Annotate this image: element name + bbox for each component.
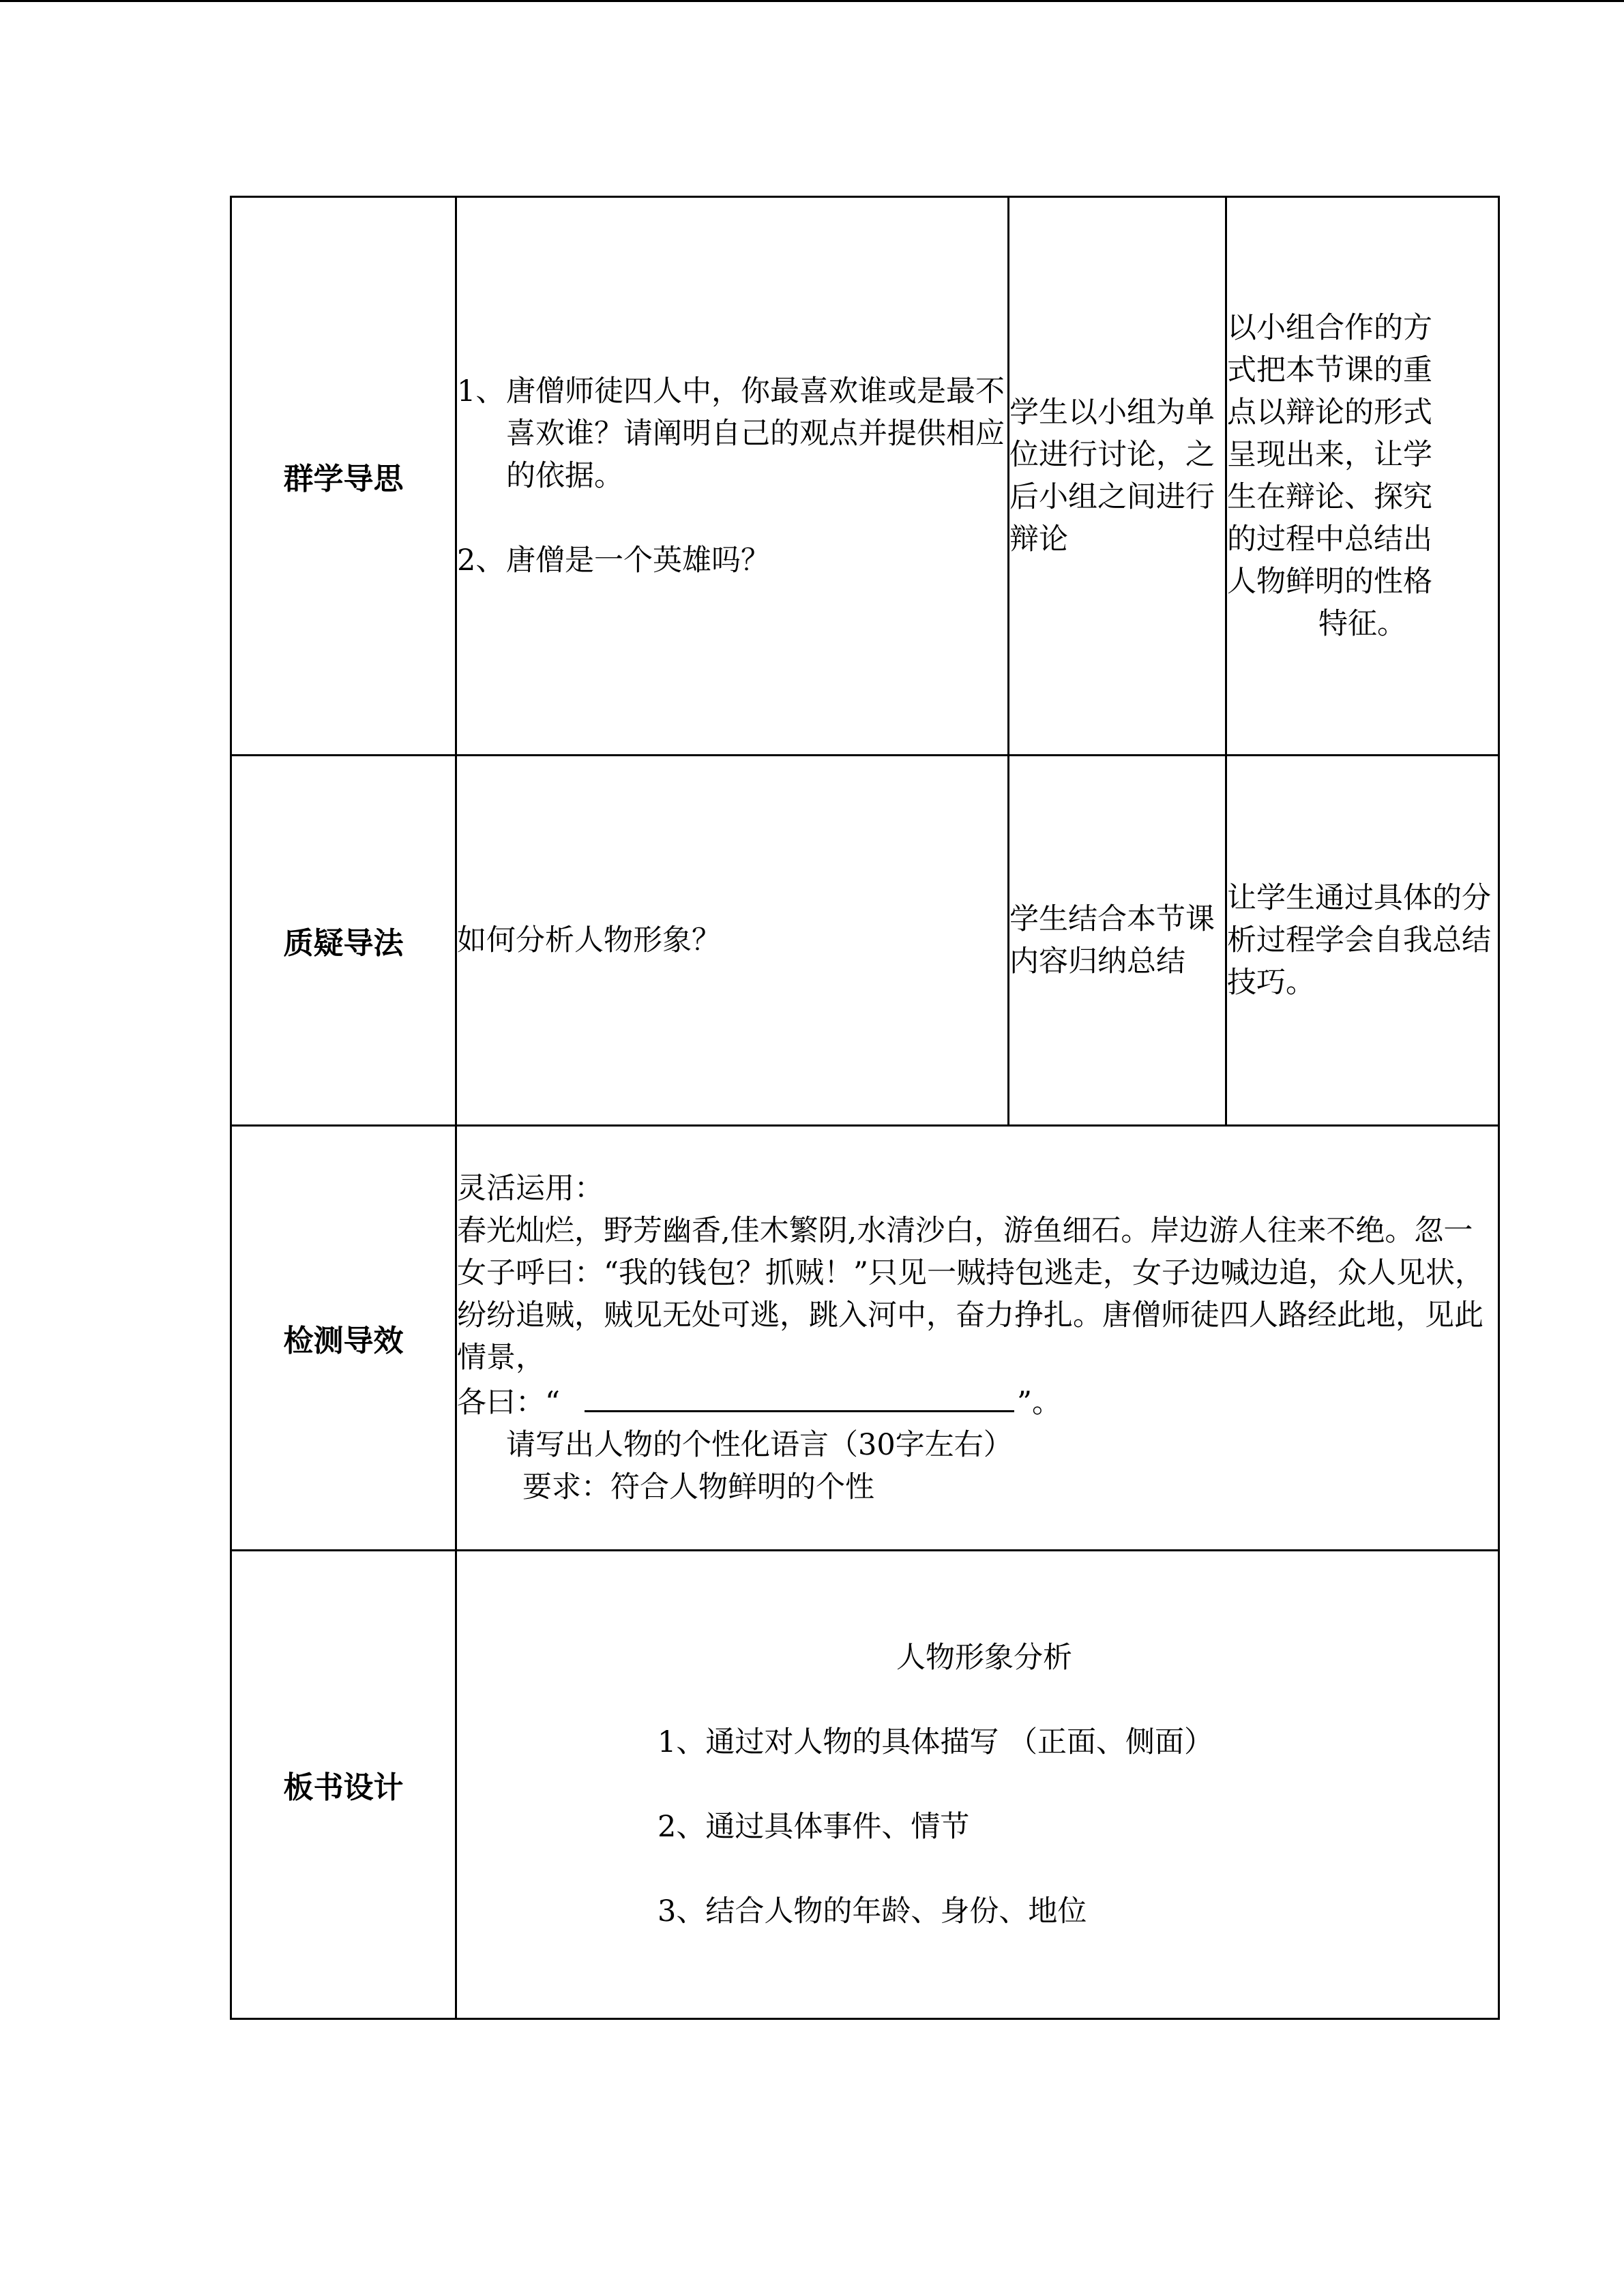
answer-suffix: ”。 <box>1016 1386 1061 1420</box>
design-intent-line: 的过程中总结出 <box>1227 522 1432 556</box>
design-intent-line: 特征。 <box>1318 607 1406 641</box>
board-design-cell <box>456 1551 1499 2019</box>
board-item: 2、通过具体事件、情节 <box>658 1810 970 1844</box>
student-activity: 学生以小组为单位进行讨论，之后小组之间进行辩论 <box>1009 197 1226 756</box>
board-item: 1、通过对人物的具体描写 （正面、侧面） <box>658 1725 1214 1759</box>
answer-line <box>457 1379 1498 1424</box>
design-intent-line: 式把本节课的重 <box>1227 353 1432 387</box>
question-item <box>457 370 1007 497</box>
lesson-plan-table <box>230 196 1500 2020</box>
table-row-board-design <box>231 1551 1499 2019</box>
row-label: 检测导效 <box>231 1126 456 1551</box>
question-cell <box>456 197 1009 756</box>
exercise-task: 请写出人物的个性化语言（30字左右） <box>506 1428 1013 1462</box>
exercise-passage: 春光灿烂，野芳幽香,佳木繁阴,水清沙白，游鱼细石。岸边游人往来不绝。忽一女子呼曰：“我的钱包？抓贼！”只见一贼持包逃走，女子边喊边追，众人见状，纷纷追贼，贼见无处可逃，跳入河中，奋力挣扎。唐僧师徒四人路经此地，见此情景， <box>457 1214 1484 1375</box>
design-intent <box>1226 197 1499 756</box>
question-text: 唐僧是一个英雄吗？ <box>506 543 770 578</box>
exercise-heading: 灵活运用： <box>457 1172 604 1206</box>
exercise-requirement: 要求：符合人物鲜明的个性 <box>522 1470 874 1504</box>
board-title: 人物形象分析 <box>896 1641 1072 1675</box>
student-activity: 学生结合本节课内容归纳总结 <box>1009 756 1226 1126</box>
answer-blank <box>585 1379 1014 1412</box>
design-intent-line: 呈现出来，让学 <box>1227 438 1432 472</box>
table-row-assessment <box>231 1126 1499 1551</box>
design-intent-line: 点以辩论的形式 <box>1227 396 1432 430</box>
question-number: 2、 <box>457 543 505 578</box>
design-intent-line: 人物鲜明的性格 <box>1227 565 1432 599</box>
design-intent: 让学生通过具体的分析过程学会自我总结技巧。 <box>1226 756 1499 1126</box>
table-row-group-study <box>231 197 1499 756</box>
row-label: 板书设计 <box>231 1551 456 2019</box>
answer-prefix: 各曰：“ <box>457 1386 560 1420</box>
question-item <box>457 539 1007 582</box>
top-border-line <box>0 0 1624 2</box>
row-label: 群学导思 <box>231 197 456 756</box>
row-label: 质疑导法 <box>231 756 456 1126</box>
question-text: 唐僧师徒四人中，你最喜欢谁或是最不喜欢谁？请阐明自己的观点并提供相应的依据。 <box>506 374 1005 493</box>
question-number: 1、 <box>457 374 505 408</box>
design-intent-line: 生在辩论、探究 <box>1227 480 1432 514</box>
table-row-questioning <box>231 756 1499 1126</box>
board-item: 3、结合人物的年龄、身份、地位 <box>658 1894 1087 1928</box>
question-cell: 如何分析人物形象？ <box>456 756 1009 1126</box>
exercise-cell <box>456 1126 1499 1551</box>
design-intent-line: 以小组合作的方 <box>1227 311 1432 345</box>
